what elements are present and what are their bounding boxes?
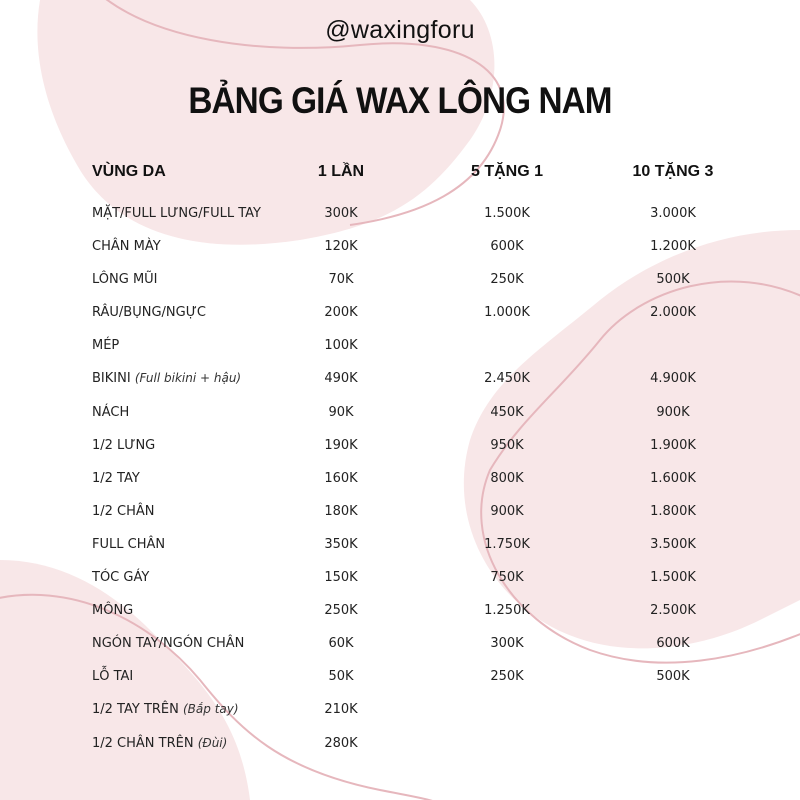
zone-cell [92, 702, 239, 717]
table-row [0, 299, 800, 332]
price-five: 800K [490, 470, 524, 486]
table-row [0, 597, 800, 630]
table-row [0, 365, 800, 398]
zone-note: (Bắp tay) [183, 702, 239, 717]
price-five: 750K [490, 570, 524, 586]
zone-label: 1/2 TAY [92, 470, 140, 486]
price-once: 150K [324, 570, 358, 586]
zone-label: MẶT/FULL LƯNG/FULL TAY [92, 206, 261, 221]
price-once: 160K [324, 470, 358, 486]
price-five: 1.000K [484, 305, 530, 321]
price-ten: 1.800K [650, 503, 696, 519]
table-row [0, 696, 800, 729]
zone-label: NGÓN TAY/NGÓN CHÂN [92, 636, 245, 652]
price-once: 250K [324, 603, 358, 619]
zone-label: LÔNG MŨI [92, 272, 158, 288]
table-row [0, 498, 800, 531]
zone-label: 1/2 LƯNG [92, 437, 156, 453]
price-five: 2.450K [484, 371, 530, 387]
table-row [0, 663, 800, 696]
zone-cell [92, 570, 149, 585]
zone-cell [92, 371, 241, 386]
zone-cell [92, 206, 261, 221]
zone-label: 1/2 CHÂN TRÊN [92, 735, 194, 751]
price-ten: 2.000K [650, 305, 696, 321]
column-header-five: 5 TẶNG 1 [470, 163, 543, 180]
table-row [0, 630, 800, 663]
price-ten: 900K [656, 404, 690, 420]
column-header-ten: 10 TẶNG 3 [632, 163, 714, 180]
zone-cell [92, 504, 155, 519]
price-five: 1.250K [484, 603, 530, 619]
zone-cell [92, 272, 158, 287]
price-five: 450K [490, 404, 524, 420]
table-row [0, 200, 800, 233]
zone-cell [92, 471, 140, 486]
table-row [0, 332, 800, 365]
column-header-zone: VÙNG DA [92, 163, 166, 180]
price-five: 900K [490, 503, 524, 519]
zone-label: LỖ TAI [92, 669, 134, 685]
price-ten: 600K [656, 636, 690, 652]
page-title: BẢNG GIÁ WAX LÔNG NAM [188, 80, 612, 121]
table-row [0, 233, 800, 266]
zone-label: FULL CHÂN [92, 536, 166, 552]
price-once: 100K [324, 338, 358, 354]
zone-label: CHÂN MÀY [92, 239, 161, 255]
zone-label: MÉP [92, 338, 120, 354]
price-once: 60K [328, 636, 354, 652]
zone-cell [92, 239, 161, 254]
price-once: 50K [328, 669, 354, 685]
price-five: 600K [490, 239, 524, 255]
table-row [0, 564, 800, 597]
price-once: 200K [324, 305, 358, 321]
price-once: 180K [324, 503, 358, 519]
price-once: 490K [324, 371, 358, 387]
price-five: 1.750K [484, 536, 530, 552]
zone-cell [92, 405, 129, 420]
price-ten: 3.500K [650, 536, 696, 552]
zone-note: (Full bikini + hậu) [134, 371, 242, 386]
table-row [0, 531, 800, 564]
zone-label: 1/2 TAY TRÊN [92, 702, 179, 718]
zone-label: MÔNG [92, 603, 134, 619]
price-five: 1.500K [484, 206, 530, 221]
instagram-handle: @waxingforu [325, 16, 475, 44]
price-once: 120K [324, 239, 358, 255]
zone-label: RÂU/BỤNG/NGỰC [92, 305, 206, 321]
price-ten: 4.900K [650, 371, 696, 387]
price-once: 190K [324, 437, 358, 453]
price-ten: 500K [656, 272, 690, 288]
price-once: 210K [324, 702, 358, 718]
price-five: 950K [490, 437, 524, 453]
zone-cell [92, 603, 133, 618]
price-once: 350K [324, 536, 358, 552]
table-row [0, 399, 800, 432]
zone-label: 1/2 CHÂN [92, 503, 155, 519]
zone-cell [92, 438, 155, 453]
price-five: 300K [490, 636, 524, 652]
price-once: 70K [328, 272, 354, 288]
table-row [0, 266, 800, 299]
price-ten: 1.900K [650, 437, 696, 453]
zone-label: NÁCH [92, 404, 130, 420]
price-once: 90K [328, 404, 354, 420]
table-row [0, 465, 800, 498]
price-once: 300K [324, 206, 358, 221]
zone-cell [92, 537, 165, 552]
price-table [0, 200, 800, 763]
price-ten: 2.500K [650, 603, 696, 619]
zone-cell [92, 636, 244, 651]
zone-note: (Đùi) [197, 735, 228, 750]
zone-label: BIKINI [92, 371, 131, 387]
price-five: 250K [490, 669, 524, 685]
zone-cell [92, 305, 206, 320]
price-five: 250K [490, 272, 524, 288]
price-ten: 3.000K [650, 206, 696, 221]
price-once: 280K [324, 735, 358, 751]
table-row [0, 432, 800, 465]
price-ten: 1.200K [650, 239, 696, 255]
price-ten: 1.500K [650, 570, 696, 586]
price-ten: 500K [656, 669, 690, 685]
zone-cell [92, 669, 133, 684]
table-row [0, 730, 800, 763]
zone-label: TÓC GÁY [92, 570, 150, 586]
zone-cell [92, 736, 227, 751]
zone-cell [92, 338, 119, 353]
price-ten: 1.600K [650, 470, 696, 486]
column-header-once: 1 LẦN [317, 163, 365, 180]
